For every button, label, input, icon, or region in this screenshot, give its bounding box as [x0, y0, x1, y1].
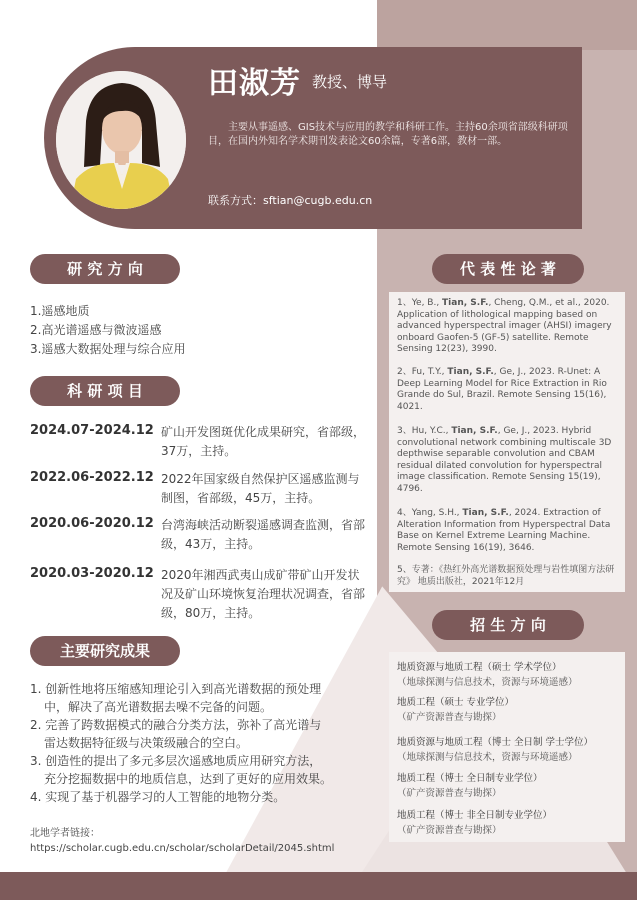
publication-item: 5、专著：《热红外高光谱数据预处理与岩性填图方法研究》 地质出版社，2021年12月 [397, 565, 615, 587]
research-directions-list [30, 302, 185, 359]
admission-item: 地质工程（博士 全日制专业学位） （矿产资源普查与勘探） [397, 773, 543, 799]
portrait-image [56, 71, 186, 209]
list-item: 2. 完善了跨数据模式的融合分类方法，弥补了高光谱与 雷达数据特征级与决策级融合的空白。 [30, 718, 322, 750]
admission-item: 地质资源与地质工程（硕士 学术学位） （地球探测与信息技术，资源与环境遥感） [397, 662, 578, 688]
bottom-bar [0, 872, 637, 900]
admission-item: 地质资源与地质工程（博士 全日制 学士学位） （地球探测与信息技术，资源与环境遥感） [397, 737, 594, 763]
project-desc: 矿山开发图斑优化成果研究，省部级，37万，主持。 [161, 425, 366, 458]
admissions-heading: 招 生 方 向 [432, 610, 584, 640]
profile-title: 教授、博导 [312, 73, 388, 91]
scholar-label: 北地学者链接： [30, 828, 100, 839]
project-date: 2022.06-2022.12 [30, 470, 154, 485]
project-item [30, 423, 370, 463]
project-desc: 2020年湘西武夷山成矿带矿山开发状况及矿山环境恢复治理状况调查，省部级，80万，主持。 [161, 568, 366, 620]
contact-email[interactable]: 联系方式：sftian@cugb.edu.cn [208, 194, 373, 207]
results-heading: 主要研究成果 [30, 636, 180, 666]
right-panel-top-band [377, 0, 637, 50]
project-item [30, 516, 370, 556]
project-desc: 2022年国家级自然保护区遥感监测与制图，省部级，45万，主持。 [161, 472, 360, 505]
publication-item: 2、Fu, T.Y., Tian, S.F., Ge, J., 2023. R-Unet: A Deep Learning Model for Rice Extraction in Rio Grande do Sul, Brazil. Remote Sensing 15(16), 4021. [397, 367, 607, 412]
project-item [30, 470, 370, 510]
project-item [30, 566, 370, 626]
profile-name: 田淑芳 [208, 66, 301, 101]
list-item: 3. 创造性的提出了多元多层次遥感地质应用研究方法， 充分挖掘数据中的地质信息，达到了更好的应用效果。 [30, 754, 333, 786]
project-desc: 台湾海峡活动断裂遥感调查监测，省部级，43万，主持。 [161, 518, 366, 551]
list-item: 2.高光谱遥感与微波遥感 [30, 323, 162, 337]
project-date: 2024.07-2024.12 [30, 423, 154, 438]
projects-heading: 科 研 项 目 [30, 376, 180, 406]
admission-item: 地质工程（硕士 专业学位） （矿产资源普查与勘探） [397, 697, 515, 723]
list-item: 3.遥感大数据处理与综合应用 [30, 342, 186, 356]
list-item: 4. 实现了基于机器学习的人工智能的地物分类。 [30, 790, 286, 804]
publication-item: 1、Ye, B., Tian, S.F., Cheng, Q.M., et al., 2020. Application of lithological mapping based on advanced hyperspectral imager (AHSI) imagery onboard Gaofen-5 (GF-5) satellite. Remote Sensing 12(23), 3990. [397, 298, 612, 354]
publication-item: 3、Hu, Y.C., Tian, S.F., Ge, J., 2023. Hybrid convolutional network combining multiscale 3D depthwise separable convolution and CBAM residual dilated convolution for hyperspectral image classification. Remote Sensing 15(19), 4796. [397, 426, 612, 494]
scholar-link[interactable]: https://scholar.cugb.edu.cn/scholar/scholarDetail/2045.shtml [30, 843, 335, 854]
research-directions-heading: 研 究 方 向 [30, 254, 180, 284]
list-item: 1.遥感地质 [30, 304, 90, 318]
scholar-link-block [30, 826, 334, 856]
admission-item: 地质工程（博士 非全日制专业学位） （矿产资源普查与勘探） [397, 810, 553, 836]
profile-photo [56, 71, 186, 209]
publication-item: 4、Yang, S.H., Tian, S.F., 2024. Extraction of Alteration Information from Hyperspectral Data Base on Kernel Extreme Learning Machine. Remote Sensing 16(19), 3646. [397, 508, 611, 553]
profile-intro: 主要从事遥感、GIS技术与应用的教学和科研工作。主持60余项省部级科研项目，在国内外知名学术期刊发表论文60余篇，专著6部，教材一部。 [208, 122, 568, 147]
list-item: 1. 创新性地将压缩感知理论引入到高光谱数据的预处理 中，解决了高光谱数据去噪不完备的问题。 [30, 682, 322, 714]
project-date: 2020.03-2020.12 [30, 566, 154, 581]
project-date: 2020.06-2020.12 [30, 516, 154, 531]
results-list [30, 680, 370, 806]
publications-heading: 代 表 性 论 著 [432, 254, 584, 284]
